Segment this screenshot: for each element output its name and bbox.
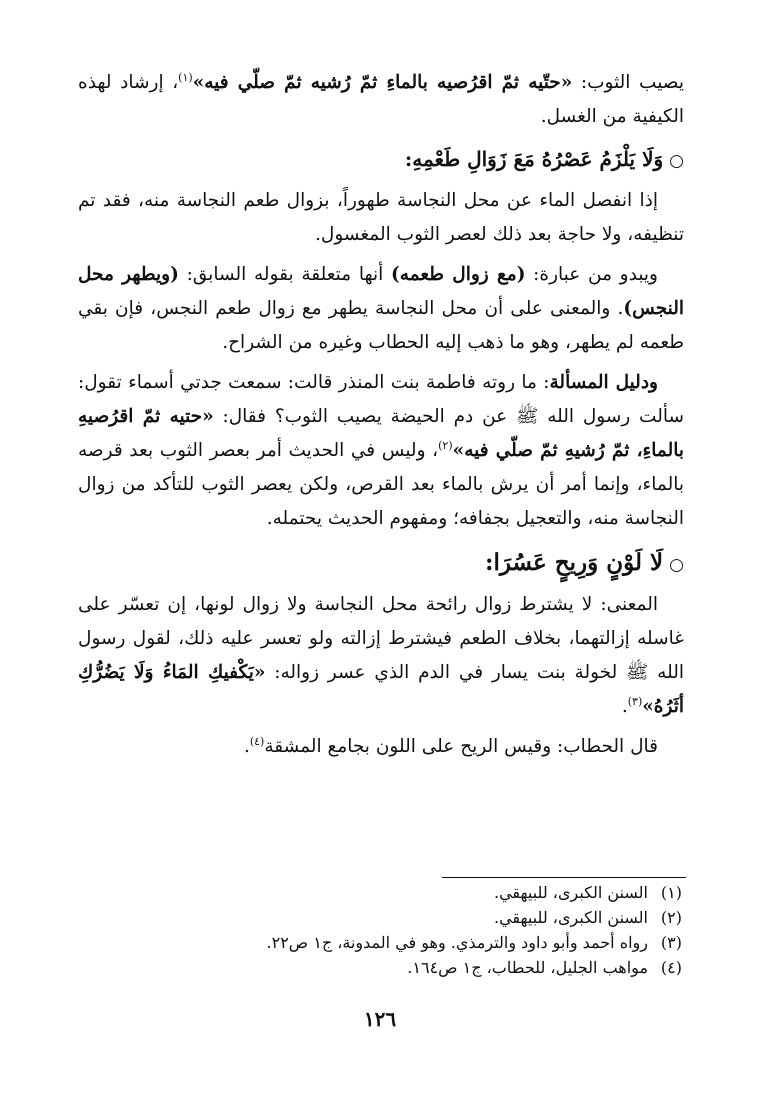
paragraph-1-text-a: يصيب الثوب: xyxy=(572,72,684,93)
paragraph-1 xyxy=(78,66,684,134)
footnote-ref-1: (١) xyxy=(178,70,193,84)
footnote-ref-3: (٣) xyxy=(627,694,643,708)
paragraph-5-text-a: المعنى: لا يشترط زوال رائحة محل النجاسة ولا زوال لونها، إن تعسّر على غاسله إزالتهما، بخلاف الطعم فيشترط إزالته ولو تعسر عليه ذلك، لقول رسول الله ﷺ لخولة بنت يسار في الدم الذي عسر زواله: xyxy=(78,594,684,683)
paragraph-2: إذا انفصل الماء عن محل النجاسة طهوراً، بزوال طعم النجاسة منه، فقد تم تنظيفه، ولا حاجة بعد ذلك لعصر الثوب المغسول. xyxy=(78,190,684,245)
paragraph-4 xyxy=(78,366,684,536)
paragraph-6-end: . xyxy=(243,736,250,757)
footnote-number: (٢) xyxy=(660,908,682,927)
paragraph-5 xyxy=(78,588,684,724)
paragraph-4-bold-a: ودليل المسألة xyxy=(549,372,658,393)
paragraph-3 xyxy=(78,258,684,360)
paragraph-3-bold-a: (مع زوال طعمه) xyxy=(390,264,526,285)
paragraph-3-text-a: ويبدو من عبارة: xyxy=(525,264,658,285)
hadith-quote-1: «حتّيه ثمّ اقرُصيه بالماءِ ثمّ رُشيه ثمّ صلّي فيه» xyxy=(192,72,573,93)
footnote-item xyxy=(150,880,682,905)
section-heading-2 xyxy=(78,546,684,582)
footnote-text: السنن الكبرى، للبيهقي. xyxy=(494,908,648,927)
footnote-item xyxy=(150,930,682,955)
page-body xyxy=(78,66,684,764)
section-heading-2-text: لَا لَوْنٍ وَرِيحٍ عَسُرَا: xyxy=(484,549,664,576)
section-heading-1 xyxy=(78,142,684,178)
paragraph-4-text-a: : ما روته فاطمة بنت المنذر قالت: سمعت جدتي أسماء تقول: سألت رسول الله ﷺ عن دم الحيضة يصيب الثوب؟ فقال: xyxy=(78,372,684,427)
footnote-ref-2: (٢) xyxy=(438,438,453,452)
hadith-quote-3: «يَكْفيكِ المَاءُ وَلَا يَضُرُّكِ أثَرُهُ» xyxy=(78,662,684,717)
circle-bullet-icon: ○ xyxy=(669,555,684,575)
footnote-text: مواهب الجليل، للحطاب، ج١ ص١٦٤. xyxy=(407,958,648,977)
paragraph-3-text-b: أنها متعلقة بقوله السابق: xyxy=(178,264,391,285)
paragraph-3-text-c: . والمعنى على أن محل النجاسة يطهر مع زوال طعم النجس، فإن بقي طعمه لم يطهر، وهو ما ذهب إليه الحطاب وغيره من الشراح. xyxy=(78,298,684,353)
footnote-item xyxy=(150,905,682,930)
footnote-number: (١) xyxy=(660,883,682,902)
footnotes xyxy=(150,880,682,980)
footnote-number: (٣) xyxy=(660,933,682,952)
footnote-text: رواه أحمد وأبو داود والترمذي. وهو في المدونة، ج١ ص٢٢. xyxy=(266,933,648,952)
paragraph-6 xyxy=(78,730,684,764)
paragraph-3-bold-b: (ويطهر محل النجس) xyxy=(78,264,684,319)
footnote-text: السنن الكبرى، للبيهقي. xyxy=(494,883,648,902)
page-number: ١٢٦ xyxy=(363,1007,397,1031)
paragraph-1-text-b: ، إرشاد لهذه الكيفية من الغسل. xyxy=(78,72,684,127)
hadith-quote-2: «حتيه ثمّ اقرُصيهِ بالماءِ، ثمّ رُشيهِ ثمّ صلّي فيه» xyxy=(78,406,684,461)
paragraph-6-text: قال الحطاب: وقيس الريح على اللون بجامع المشقة xyxy=(264,736,658,757)
paragraph-4-text-b: ، وليس في الحديث أمر بعصر الثوب بعد قرصه بالماء، وإنما أمر أن يرش بالماء بعد القرص، ولكن يعصر الثوب للتأكد من زوال النجاسة منه، والتعجيل بجفافه؛ ومفهوم الحديث يحتمله. xyxy=(78,440,684,529)
footnote-item xyxy=(150,955,682,980)
footnote-ref-4: (٤) xyxy=(249,734,265,748)
paragraph-5-text-b: . xyxy=(621,696,628,717)
section-heading-1-text: وَلَا يَلْزَمُ عَصْرُهُ مَعَ زَوَالِ طَعْمِهِ: xyxy=(404,147,664,171)
footnote-number: (٤) xyxy=(660,958,682,977)
circle-bullet-icon: ○ xyxy=(669,151,684,171)
footnote-separator xyxy=(442,877,686,878)
